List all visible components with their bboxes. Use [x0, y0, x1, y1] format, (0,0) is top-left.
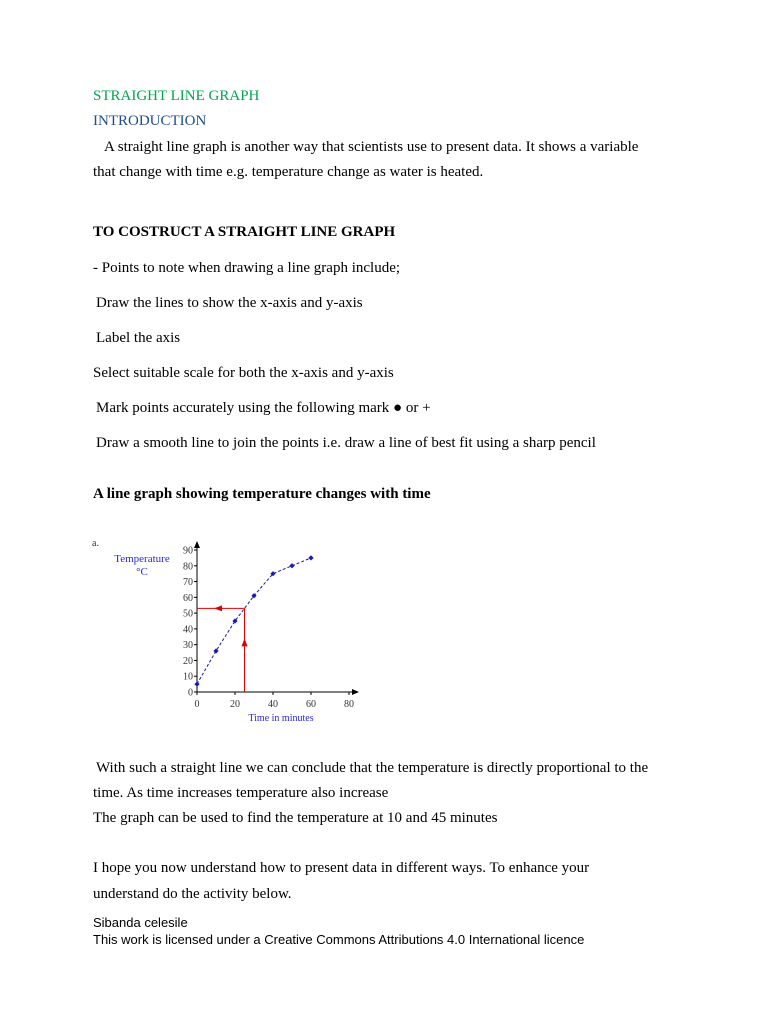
temperature-series-line: [197, 558, 311, 684]
intro-heading: INTRODUCTION: [93, 113, 207, 129]
step-item: Label the axis: [96, 330, 181, 346]
conclusion-line-3: The graph can be used to find the temperature at 10 and 45 minutes: [93, 810, 498, 826]
x-tick-label: 40: [268, 699, 278, 710]
y-tick-label: 10: [183, 671, 193, 683]
y-axis-label: Temperature: [114, 553, 170, 565]
x-tick-label: 0: [194, 699, 200, 710]
page-title: STRAIGHT LINE GRAPH: [93, 88, 260, 104]
graph-heading: A line graph showing temperature changes with time: [93, 486, 431, 502]
y-tick-label: 80: [183, 561, 193, 573]
conclusion-line-2: time. As time increases temperature also increase: [93, 785, 389, 801]
step-item: Select suitable scale for both the x-axis and y-axis: [93, 365, 394, 381]
y-tick-label: 60: [183, 592, 193, 604]
x-tick-label: 80: [344, 699, 354, 710]
footer-license: This work is licensed under a Creative Commons Attributions 4.0 International licence: [93, 932, 585, 947]
panel-label: a.: [92, 538, 99, 549]
data-point: [289, 563, 294, 568]
y-tick-label: 70: [183, 577, 193, 589]
x-tick-label: 20: [230, 699, 240, 710]
y-tick-label: 40: [183, 624, 193, 636]
y-axis-unit: °C: [136, 566, 148, 578]
data-point: [194, 682, 199, 687]
closing-line-1: I hope you now understand how to present data in different ways. To enhance your: [93, 860, 590, 876]
readoff-left-arrow-icon: [214, 605, 222, 611]
intro-line-2: that change with time e.g. temperature change as water is heated.: [93, 164, 484, 180]
readoff-up-arrow-icon: [242, 638, 248, 646]
x-axis-arrow-icon: [352, 689, 359, 695]
conclusion-line-1: With such a straight line we can conclude that the temperature is directly proportional to the: [96, 760, 649, 776]
step-item: Mark points accurately using the following mark ● or +: [96, 400, 431, 416]
y-tick-label: 20: [183, 655, 193, 667]
data-point: [308, 555, 313, 560]
x-tick-label: 60: [306, 699, 316, 710]
step-item: Draw the lines to show the x-axis and y-axis: [96, 295, 363, 311]
y-tick-label: 50: [183, 608, 193, 620]
construct-heading: TO COSTRUCT A STRAIGHT LINE GRAPH: [93, 224, 396, 240]
x-axis-label: Time in minutes: [248, 713, 314, 724]
y-tick-label: 90: [183, 545, 193, 557]
data-point: [213, 648, 218, 653]
intro-line-1: A straight line graph is another way that scientists use to present data. It shows a variable: [104, 139, 639, 155]
y-tick-label: 30: [183, 640, 193, 652]
step-item: Draw a smooth line to join the points i.e. draw a line of best fit using a sharp pencil: [96, 435, 596, 451]
temperature-line-chart: [88, 532, 368, 732]
points-intro: - Points to note when drawing a line graph include;: [93, 260, 401, 276]
y-axis-arrow-icon: [194, 541, 200, 548]
closing-line-2: understand do the activity below.: [93, 886, 292, 902]
y-tick-label: 0: [188, 687, 193, 699]
footer-author: Sibanda celesile: [93, 915, 188, 930]
